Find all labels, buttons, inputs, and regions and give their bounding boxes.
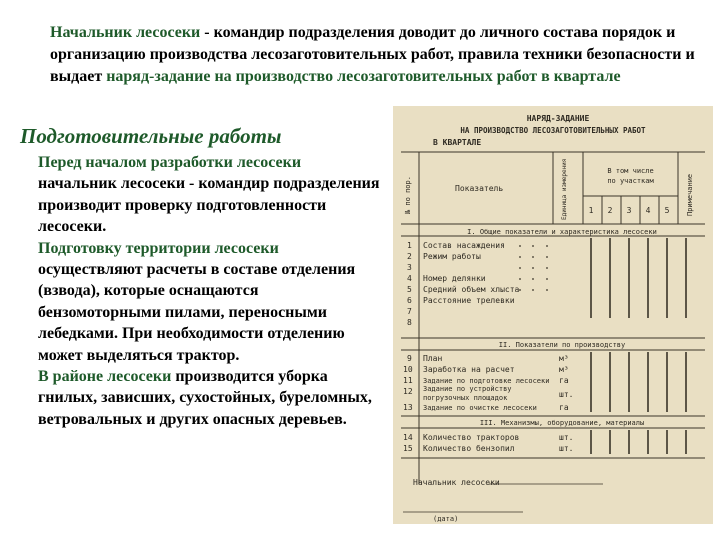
row-10-number: 10 bbox=[403, 365, 413, 374]
row-5-number: 5 bbox=[407, 285, 412, 294]
text-cleanup: производится уборка гнилых, зависших, сухостойных, буреломных, ветровальных и других опасных деревьев. bbox=[38, 368, 372, 428]
row-8-number: 8 bbox=[407, 318, 412, 327]
body-paragraphs bbox=[20, 152, 382, 430]
header-col-3: 3 bbox=[626, 206, 632, 215]
row-13-label: Задание по очистке лесосеки bbox=[423, 404, 537, 412]
intro-highlight-order: наряд-задание на производство лесозаготовительных работ в квартале bbox=[106, 68, 621, 85]
form-title-line2: НА ПРОИЗВОДСТВО ЛЕСОЗАГОТОВИТЕЛЬНЫХ РАБОТ bbox=[460, 126, 646, 135]
date-label: (дата) bbox=[433, 515, 459, 523]
text-territory: осуществляют расчеты в составе отделения (взвода), которые оснащаются бензомоторными пилами, переносными лебедками. При необходимости отделению может выделяться трактор. bbox=[38, 261, 356, 364]
header-period-a: В том числе bbox=[607, 167, 654, 175]
row-4-label: Номер делянки bbox=[423, 274, 486, 283]
row-2-number: 2 bbox=[407, 252, 412, 261]
row-12-label: Задание по устройству погрузочных площадок bbox=[423, 385, 512, 402]
row-14-label: Количество тракторов bbox=[423, 433, 520, 442]
row-5-label: Средний объем хлыста bbox=[423, 285, 520, 294]
header-col-1: 1 bbox=[588, 206, 594, 215]
header-period-b: по участкам bbox=[607, 177, 654, 185]
paragraph-cleanup bbox=[20, 366, 382, 430]
work-order-form-image bbox=[393, 106, 713, 524]
header-unit: Единица измерения bbox=[561, 158, 568, 220]
row-6-number: 6 bbox=[407, 296, 412, 305]
header-indicator: Показатель bbox=[455, 184, 504, 193]
row-15-unit: шт. bbox=[559, 444, 574, 453]
intro-text: - командир подразделения доводит до личного состава порядок и организацию производства лесозаготовительных работ, правила техники безопасности и выдает bbox=[50, 24, 695, 85]
row-12-unit: шт. bbox=[559, 390, 574, 399]
chief-signature-label: Начальник лесосеки bbox=[413, 478, 500, 487]
row-13-unit: га bbox=[559, 403, 569, 412]
row-4-number: 4 bbox=[407, 274, 412, 283]
row-10-unit: м³ bbox=[559, 365, 569, 374]
row-13-number: 13 bbox=[403, 403, 413, 412]
text-inspection: начальник лесосеки - командир подразделения производит проверку подготовленности лесосеки. bbox=[38, 175, 380, 236]
section-1-title: I. Общие показатели и характеристика лесосеки bbox=[467, 228, 657, 236]
row-9-label: План bbox=[423, 354, 443, 363]
row-7-number: 7 bbox=[407, 307, 412, 316]
row-2-label: Режим работы bbox=[423, 252, 481, 261]
row-9-unit: м³ bbox=[559, 354, 569, 363]
row-10-label: Заработка на расчет bbox=[423, 365, 515, 374]
section-2-title: II. Показатели по производству bbox=[498, 341, 626, 349]
row-12-number: 12 bbox=[403, 387, 413, 396]
intro-paragraph bbox=[50, 22, 710, 88]
form-title-line1: НАРЯД-ЗАДАНИЕ bbox=[526, 114, 590, 123]
highlight-cleanup: В районе лесосеки bbox=[38, 368, 172, 386]
row-1-number: 1 bbox=[407, 241, 412, 250]
row-11-number: 11 bbox=[403, 376, 413, 385]
row-11-unit: га bbox=[559, 376, 569, 385]
row-11-label: Задание по подготовке лесосеки bbox=[423, 377, 550, 385]
header-col-4: 4 bbox=[645, 206, 651, 215]
paragraph-territory bbox=[20, 238, 382, 366]
row-1-label: Состав насаждения bbox=[423, 241, 505, 250]
form-title-line3: В КВАРТАЛЕ bbox=[433, 138, 482, 147]
row-6-label: Расстояние трелевки bbox=[423, 296, 515, 305]
paragraph-inspection bbox=[20, 152, 382, 238]
row-15-label: Количество бензопил bbox=[423, 444, 515, 453]
row-14-unit: шт. bbox=[559, 433, 574, 442]
intro-highlight-chief: Начальник лесосеки bbox=[50, 24, 201, 41]
header-number: № по пор. bbox=[404, 176, 412, 214]
row-14-number: 14 bbox=[403, 433, 413, 442]
header-note: Примечание bbox=[686, 173, 694, 216]
highlight-inspection: Перед началом разработки лесосеки bbox=[38, 154, 302, 171]
section-heading: Подготовительные работы bbox=[20, 124, 282, 148]
row-15-number: 15 bbox=[403, 444, 413, 453]
highlight-territory: Подготовку территории лесосеки bbox=[38, 239, 279, 257]
header-col-2: 2 bbox=[607, 206, 613, 215]
row-9-number: 9 bbox=[407, 354, 412, 363]
header-col-5: 5 bbox=[664, 206, 670, 215]
section-3-title: III. Механизмы, оборудование, материалы bbox=[479, 419, 645, 427]
row-3-number: 3 bbox=[407, 263, 412, 272]
